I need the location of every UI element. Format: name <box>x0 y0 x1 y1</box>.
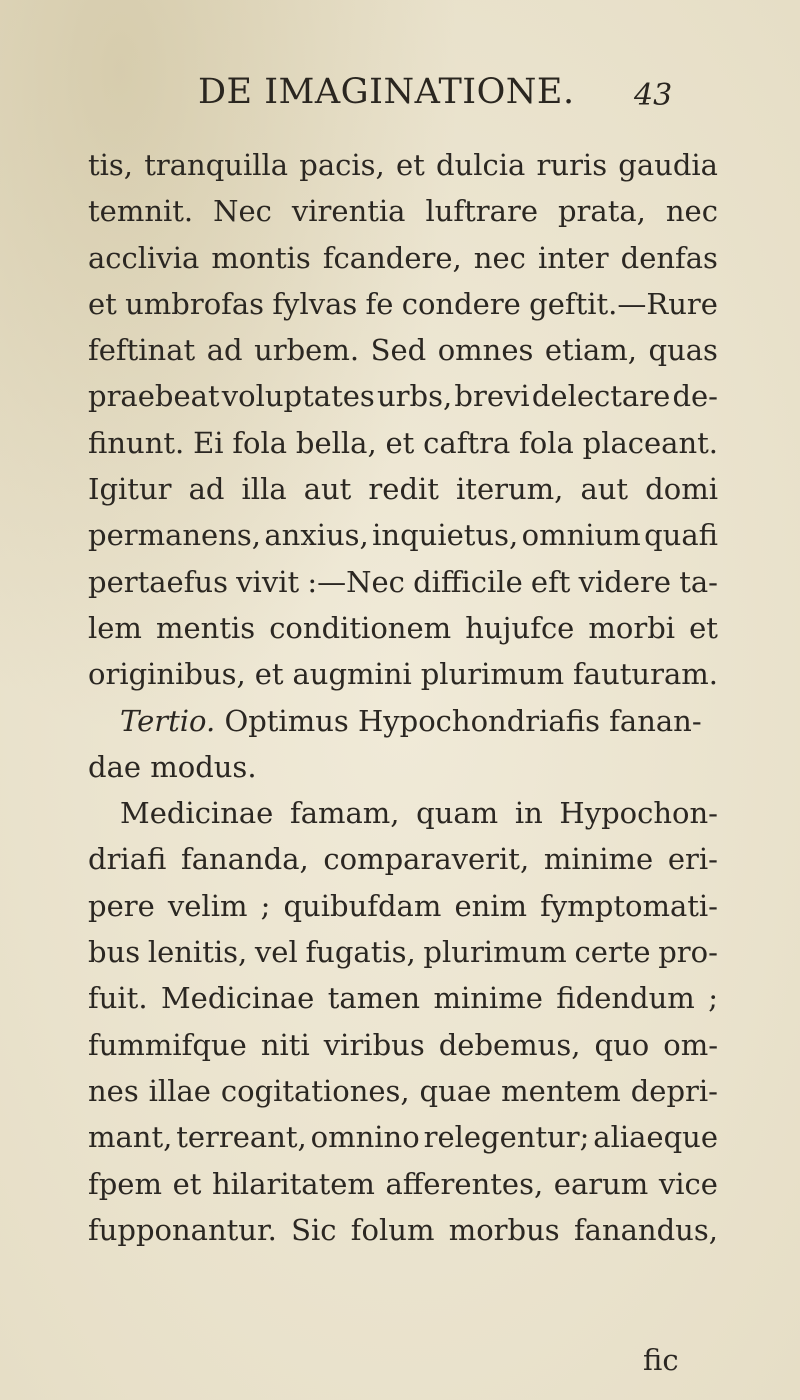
text-line <box>88 1207 718 1253</box>
text-line-content: acclivia montis fcandere, nec inter denfas <box>88 240 718 275</box>
text-line-content: driafi fananda, comparaverit, minime eri- <box>88 842 718 877</box>
text-line-content: pertaefus vivit :—Nec difficile eft videre ta- <box>88 564 718 599</box>
text-line <box>88 142 718 188</box>
text-line-content: praebeat voluptates urbs, brevi delectare de- <box>88 379 718 414</box>
text-line-content: fuit. Medicinae tamen minime fidendum ; <box>88 981 718 1016</box>
text-line <box>88 1114 718 1160</box>
text-line-content: nes illae cogitationes, quae mentem depri- <box>88 1073 718 1108</box>
text-line <box>88 883 718 929</box>
text-line <box>88 466 718 512</box>
text-line <box>88 929 718 975</box>
section-heading-line <box>88 698 718 744</box>
running-head <box>0 72 800 122</box>
text-line-content: fummifque niti viribus debemus, quo om- <box>88 1027 718 1062</box>
text-line <box>88 1068 718 1114</box>
text-line <box>88 836 718 882</box>
text-line-content: temnit. Nec virentia luftrare prata, nec <box>88 194 718 229</box>
section-heading-text: Optimus Hypochondriafis fanan- <box>224 703 702 738</box>
text-line-content: permanens, anxius, inquietus, omnium quafi <box>88 518 718 553</box>
text-line-content: tis, tranquilla pacis, et dulcia ruris gaudia <box>88 148 718 182</box>
text-line <box>88 373 718 419</box>
text-line <box>88 1161 718 1207</box>
text-line <box>88 744 718 790</box>
text-line <box>88 420 718 466</box>
text-line <box>88 559 718 605</box>
text-line-content: dae modus. <box>88 749 257 784</box>
text-line-content: fpem et hilaritatem afferentes, earum vice <box>88 1166 718 1201</box>
catchword: fic <box>643 1343 679 1377</box>
text-line-content: Medicinae famam, quam in Hypochon- <box>120 796 718 831</box>
text-line-content: feftinat ad urbem. Sed omnes etiam, quas <box>88 333 718 368</box>
text-line-content: lem mentis conditionem hujufce morbi et <box>88 610 718 645</box>
running-head-title: DE IMAGINATIONE. <box>198 72 575 112</box>
text-line <box>88 188 718 234</box>
text-line-content: pere velim ; quibufdam enim fymptomati- <box>88 888 718 923</box>
paragraph-start-line <box>88 790 718 836</box>
text-line-content: finunt. Ei fola bella, et caftra fola placeant. <box>88 425 718 460</box>
text-line-content: originibus, et augmini plurimum fauturam. <box>88 657 718 692</box>
text-line <box>88 1022 718 1068</box>
text-line <box>88 975 718 1021</box>
text-line-content: fupponantur. Sic folum morbus fanandus, <box>88 1212 718 1247</box>
section-label: Tertio. <box>120 703 216 738</box>
body-text <box>88 142 718 1253</box>
text-line <box>88 651 718 697</box>
page-number: 43 <box>634 78 673 113</box>
text-line-content: Igitur ad illa aut redit iterum, aut domi <box>88 472 718 507</box>
text-line-content: et umbrofas fylvas fe condere geftit.—Rure <box>88 286 718 321</box>
text-line <box>88 281 718 327</box>
text-line <box>88 512 718 558</box>
text-line-content: bus lenitis, vel fugatis, plurimum certe pro- <box>88 935 718 970</box>
text-line-content: mant, terreant, omnino relegentur; aliaeque <box>88 1120 718 1155</box>
text-line <box>88 235 718 281</box>
text-line <box>88 605 718 651</box>
text-line <box>88 327 718 373</box>
